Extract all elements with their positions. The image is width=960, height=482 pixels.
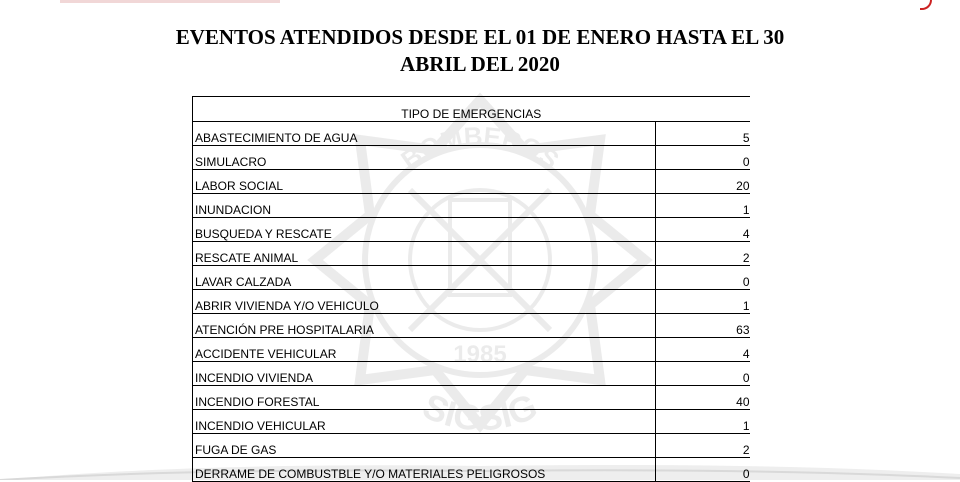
- table-header: TIPO DE EMERGENCIAS: [193, 97, 750, 122]
- emergency-count: 0: [656, 362, 750, 386]
- emergency-count: 1: [656, 290, 750, 314]
- emergency-types-table-container: [192, 96, 749, 482]
- table-row: [193, 386, 750, 410]
- emergency-count: 0: [656, 458, 750, 482]
- table-row: [193, 170, 750, 194]
- emergency-type-label: RESCATE ANIMAL: [193, 242, 656, 266]
- table-header-row: [193, 97, 750, 122]
- corner-logo-mark: [920, 0, 932, 10]
- watermark-year: 1985: [453, 341, 507, 368]
- emergency-count: 20: [656, 170, 750, 194]
- table-row: [193, 290, 750, 314]
- emergency-type-label: ABRIR VIVIENDA Y/O VEHICULO: [193, 290, 656, 314]
- emergency-count: 2: [656, 242, 750, 266]
- emergency-type-label: BUSQUEDA Y RESCATE: [193, 218, 656, 242]
- table-row: [193, 314, 750, 338]
- emergency-type-label: INCENDIO VEHICULAR: [193, 410, 656, 434]
- page-title-line-1: EVENTOS ATENDIDOS DESDE EL 01 DE ENERO HASTA EL 30: [175, 25, 785, 49]
- emergency-count: 0: [656, 146, 750, 170]
- emergency-type-label: ACCIDENTE VEHICULAR: [193, 338, 656, 362]
- emergency-types-table: [192, 96, 750, 482]
- header-accent-line: [60, 0, 280, 3]
- emergency-count: 1: [656, 410, 750, 434]
- table-row: [193, 266, 750, 290]
- emergency-type-label: INCENDIO VIVIENDA: [193, 362, 656, 386]
- page-title: [0, 24, 960, 78]
- emergency-count: 4: [656, 218, 750, 242]
- watermark-bottom-text: SIGSIG: [417, 385, 543, 439]
- emergency-type-label: ATENCIÓN PRE HOSPITALARIA: [193, 314, 656, 338]
- page-title-line-2: ABRIL DEL 2020: [400, 52, 560, 76]
- emergency-type-label: LAVAR CALZADA: [193, 266, 656, 290]
- emergency-type-label: INUNDACION: [193, 194, 656, 218]
- emergency-count: 0: [656, 266, 750, 290]
- table-row: [193, 434, 750, 458]
- table-row: [193, 218, 750, 242]
- watermark-top-text: BOMBEROS: [395, 120, 565, 176]
- table-row: [193, 362, 750, 386]
- emergency-count: 40: [656, 386, 750, 410]
- emergency-type-label: LABOR SOCIAL: [193, 170, 656, 194]
- emergency-type-label: INCENDIO FORESTAL: [193, 386, 656, 410]
- emergency-count: 63: [656, 314, 750, 338]
- emergency-count: 1: [656, 194, 750, 218]
- emergency-type-label: ABASTECIMIENTO DE AGUA: [193, 122, 656, 146]
- emergency-count: 4: [656, 338, 750, 362]
- emergency-type-label: SIMULACRO: [193, 146, 656, 170]
- emergency-type-label: FUGA DE GAS: [193, 434, 656, 458]
- emergency-count: 2: [656, 434, 750, 458]
- emergency-type-label: DERRAME DE COMBUSTBLE Y/O MATERIALES PELIGROSOS: [193, 458, 656, 482]
- table-body: [193, 122, 750, 482]
- table-row: [193, 146, 750, 170]
- table-row: [193, 122, 750, 146]
- table-row: [193, 338, 750, 362]
- emergency-count: 5: [656, 122, 750, 146]
- table-row: [193, 242, 750, 266]
- table-row: [193, 458, 750, 482]
- table-row: [193, 410, 750, 434]
- table-row: [193, 194, 750, 218]
